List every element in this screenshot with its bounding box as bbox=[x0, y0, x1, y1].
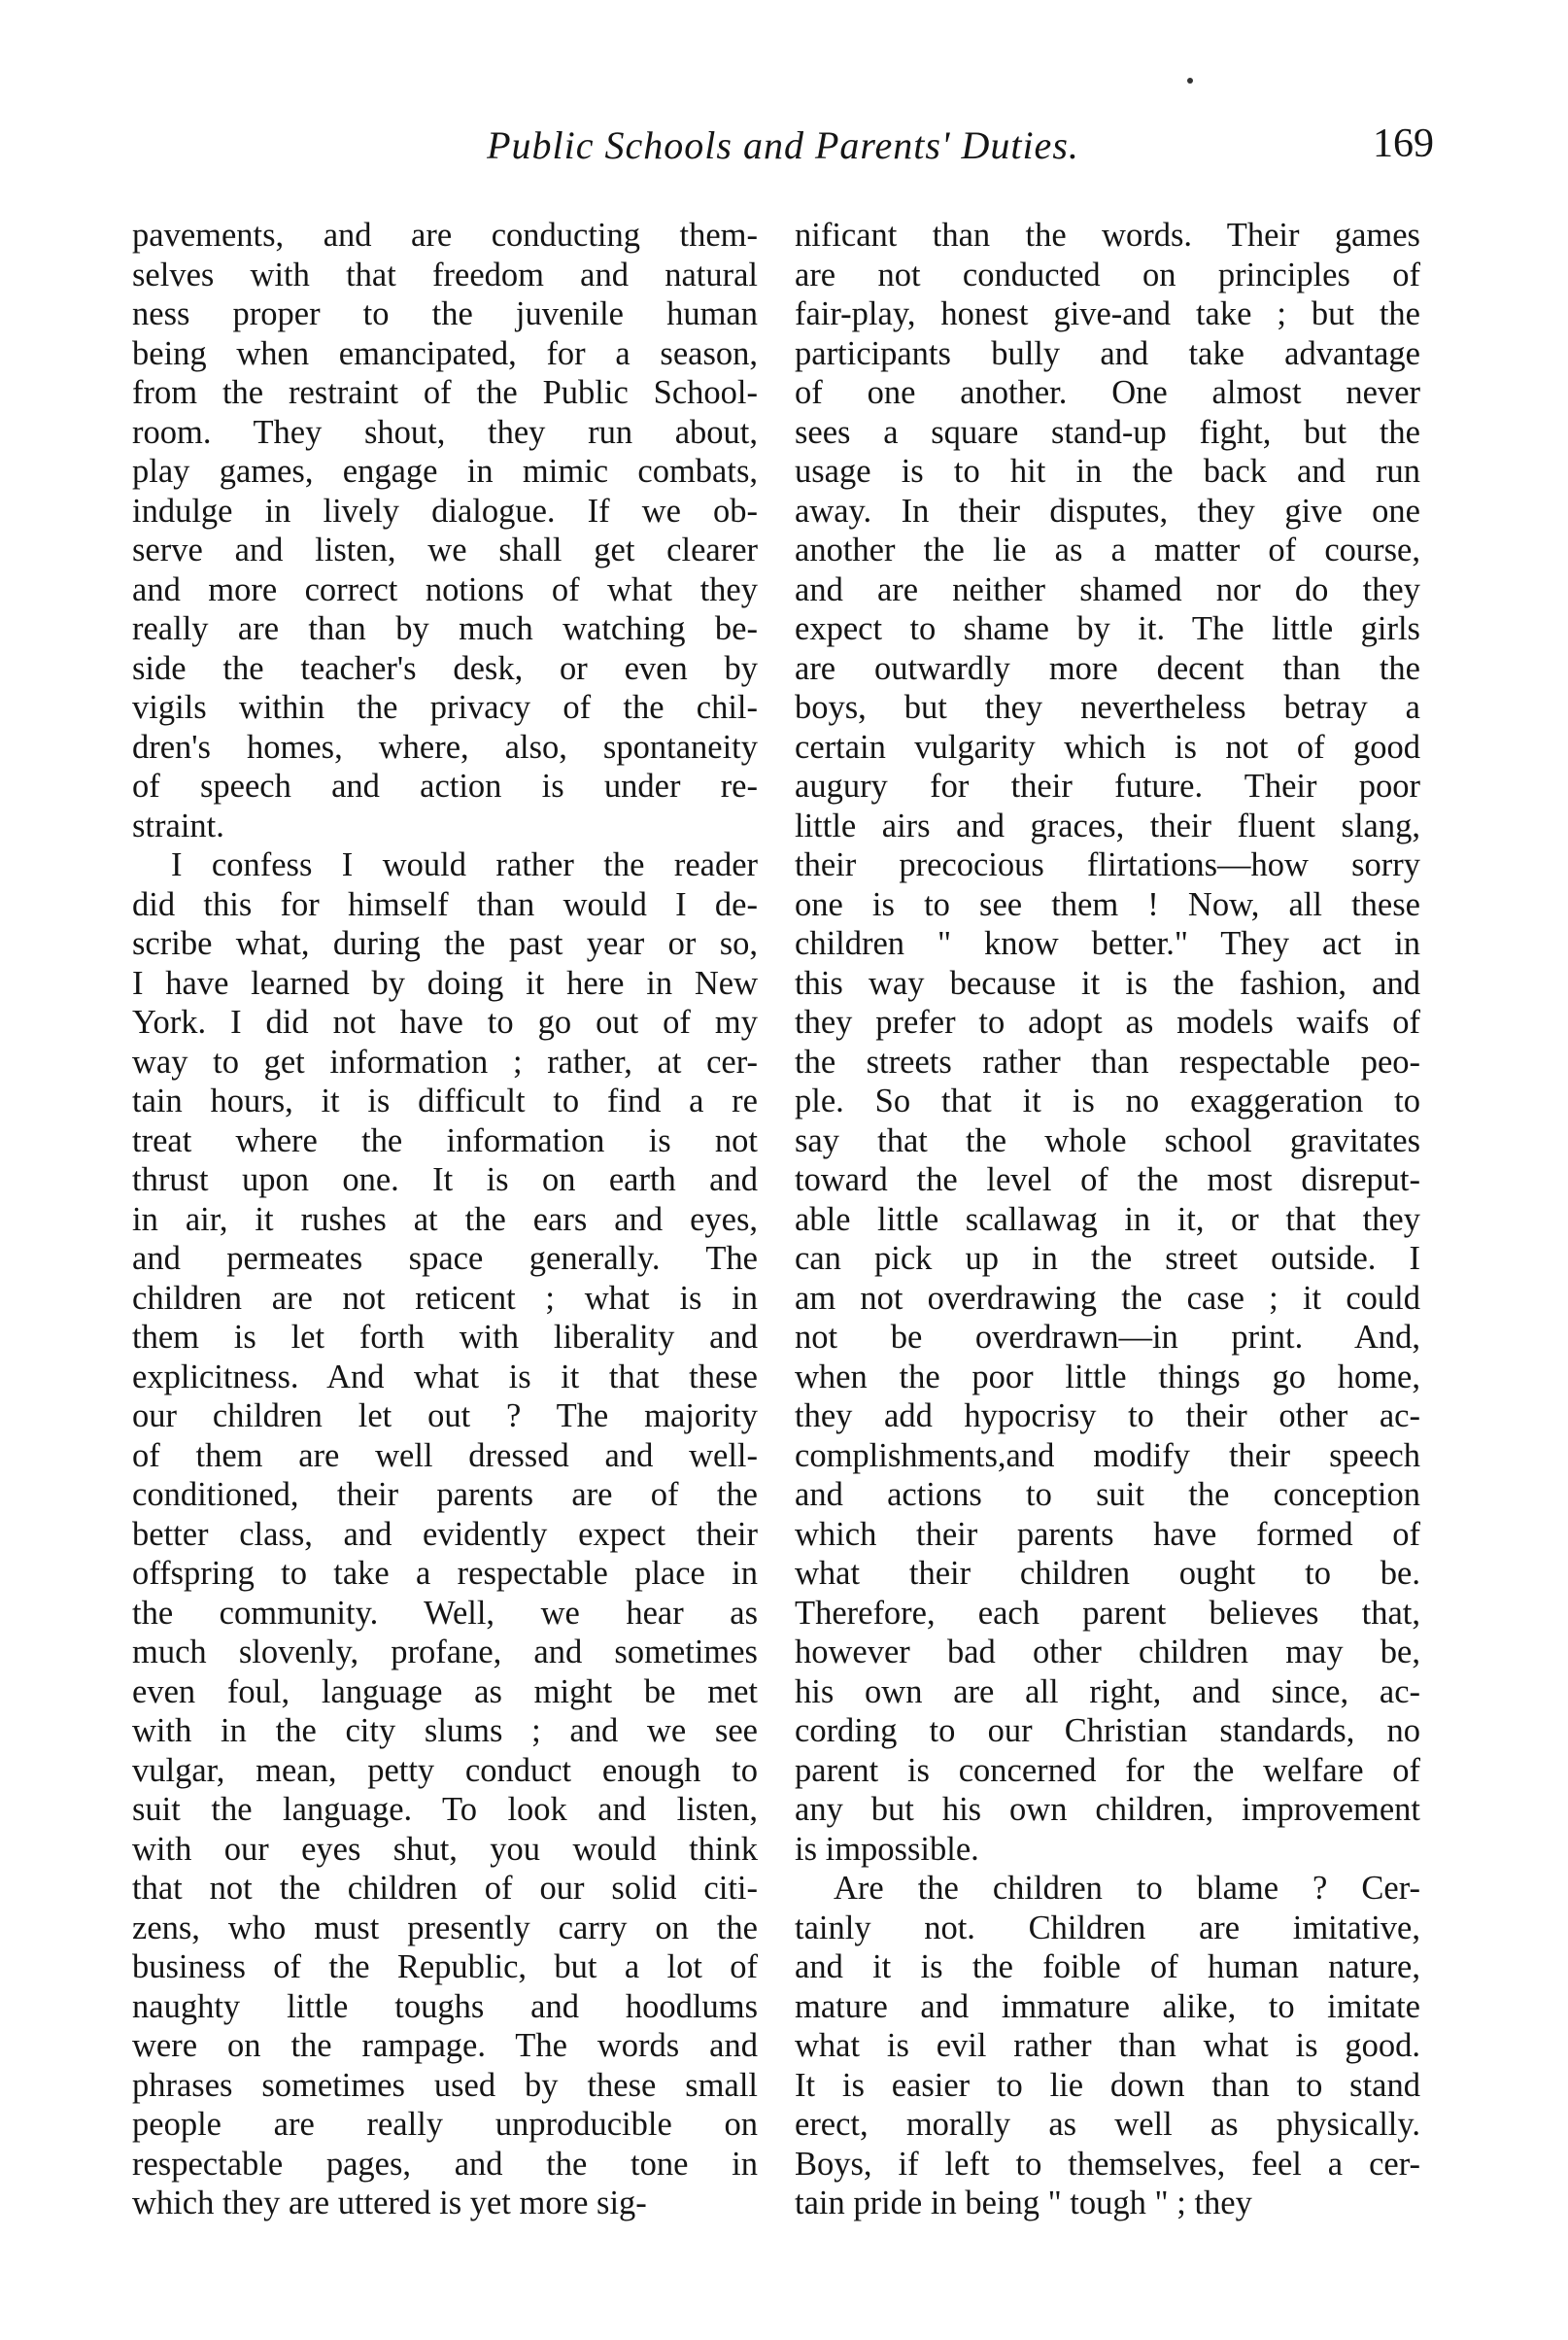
right-text-column bbox=[795, 216, 1420, 2223]
text-line: boys, but they nevertheless betray a bbox=[795, 689, 1420, 726]
text-line: respectable pages, and the tone in bbox=[132, 2145, 758, 2183]
text-line: room. They shout, they run about, bbox=[132, 413, 758, 451]
text-line: side the teacher's desk, or even by bbox=[132, 649, 758, 687]
text-line: York. I did not have to go out of my bbox=[132, 1004, 758, 1041]
text-line: are not conducted on principles of bbox=[795, 256, 1420, 293]
text-line: are outwardly more decent than the bbox=[795, 649, 1420, 687]
text-line: ness proper to the juvenile human bbox=[132, 295, 758, 332]
text-line: am not overdrawing the case ; it could bbox=[795, 1279, 1420, 1317]
text-line: expect to shame by it. The little girls bbox=[795, 610, 1420, 647]
text-line: our children let out ? The majority bbox=[132, 1397, 758, 1434]
text-line: straint. bbox=[132, 807, 224, 844]
text-line: what their children ought to be. bbox=[795, 1555, 1420, 1592]
text-line: I have learned by doing it here in New bbox=[132, 964, 758, 1002]
text-line: from the restraint of the Public School- bbox=[132, 374, 758, 411]
text-line: which they are uttered is yet more sig- bbox=[132, 2185, 647, 2221]
text-line: really are than by much watching be- bbox=[132, 610, 758, 647]
text-line: being when emancipated, for a season, bbox=[132, 334, 758, 372]
text-line: selves with that freedom and natural bbox=[132, 256, 758, 293]
text-line: of them are well dressed and well- bbox=[132, 1436, 758, 1474]
text-line: way to get information ; rather, at cer- bbox=[132, 1043, 758, 1081]
text-line: and it is the foible of human nature, bbox=[795, 1948, 1420, 1985]
text-line: this way because it is the fashion, and bbox=[795, 964, 1420, 1002]
text-line: certain vulgarity which is not of good bbox=[795, 728, 1420, 766]
text-line: serve and listen, we shall get clearer bbox=[132, 532, 758, 568]
text-line: much slovenly, profane, and sometimes bbox=[132, 1634, 758, 1670]
text-line: I confess I would rather the reader bbox=[171, 846, 758, 883]
text-line: with in the city slums ; and we see bbox=[132, 1712, 758, 1749]
running-head bbox=[132, 115, 1434, 173]
running-title: Public Schools and Parents' Duties. bbox=[487, 123, 1079, 167]
text-line: them is let forth with liberality and bbox=[132, 1319, 758, 1356]
text-line: however bad other children may be, bbox=[795, 1634, 1420, 1670]
text-line: and permeates space generally. The bbox=[132, 1240, 758, 1277]
text-line: their precocious flirtations—how sorry bbox=[795, 846, 1420, 883]
text-line: explicitness. And what is it that these bbox=[132, 1358, 758, 1395]
text-line: complishments,and modify their speech bbox=[795, 1436, 1420, 1474]
text-line: thrust upon one. It is on earth and bbox=[132, 1161, 758, 1198]
text-line: any but his own children, improvement bbox=[795, 1791, 1420, 1828]
text-line: tain hours, it is difficult to find a re bbox=[132, 1083, 758, 1119]
text-line: usage is to hit in the back and run bbox=[795, 453, 1420, 490]
text-line: his own are all right, and since, ac- bbox=[795, 1672, 1420, 1710]
text-line: with our eyes shut, you would think bbox=[132, 1830, 758, 1868]
text-line: Are the children to blame ? Cer- bbox=[834, 1870, 1420, 1907]
text-line: able little scallawag in it, or that they bbox=[795, 1200, 1420, 1238]
text-line: naughty little toughs and hoodlums bbox=[132, 1987, 758, 2025]
text-line: tainly not. Children are imitative, bbox=[795, 1909, 1420, 1946]
text-line: say that the whole school gravitates bbox=[795, 1121, 1420, 1159]
text-line: in air, it rushes at the ears and eyes, bbox=[132, 1200, 758, 1238]
text-line: Therefore, each parent believes that, bbox=[795, 1594, 1420, 1632]
text-line: treat where the information is not bbox=[132, 1121, 758, 1159]
page-number: 169 bbox=[1373, 121, 1434, 166]
text-line: were on the rampage. The words and bbox=[132, 2027, 758, 2064]
text-line: little airs and graces, their fluent slang, bbox=[795, 807, 1420, 844]
text-line: cording to our Christian standards, no bbox=[795, 1712, 1420, 1749]
text-line: the streets rather than respectable peo- bbox=[795, 1043, 1420, 1081]
left-text-column bbox=[132, 216, 758, 2223]
text-line: what is evil rather than what is good. bbox=[795, 2027, 1420, 2064]
text-line: is impossible. bbox=[795, 1830, 979, 1868]
text-line: augury for their future. Their poor bbox=[795, 768, 1420, 805]
text-line: business of the Republic, but a lot of bbox=[132, 1948, 758, 1985]
print-speck bbox=[1187, 78, 1193, 84]
text-line: one is to see them ! Now, all these bbox=[795, 885, 1420, 923]
text-line: indulge in lively dialogue. If we ob- bbox=[132, 492, 758, 530]
text-line: sees a square stand-up fight, but the bbox=[795, 413, 1420, 451]
text-line: can pick up in the street outside. I bbox=[795, 1240, 1420, 1277]
text-line: they add hypocrisy to their other ac- bbox=[795, 1397, 1420, 1434]
text-line: zens, who must presently carry on the bbox=[132, 1909, 758, 1946]
text-line: toward the level of the most disreput- bbox=[795, 1161, 1420, 1198]
text-line: and more correct notions of what they bbox=[132, 570, 758, 608]
text-line: mature and immature alike, to imitate bbox=[795, 1987, 1420, 2025]
text-line: suit the language. To look and listen, bbox=[132, 1791, 758, 1828]
text-line: the community. Well, we hear as bbox=[132, 1594, 758, 1632]
text-line: vulgar, mean, petty conduct enough to bbox=[132, 1751, 758, 1789]
text-line: of speech and action is under re- bbox=[132, 768, 758, 805]
text-line: which their parents have formed of bbox=[795, 1515, 1420, 1553]
text-line: vigils within the privacy of the chil- bbox=[132, 689, 758, 726]
text-line: play games, engage in mimic combats, bbox=[132, 453, 758, 490]
text-line: pavements, and are conducting them- bbox=[132, 217, 758, 254]
text-line: they prefer to adopt as models waifs of bbox=[795, 1004, 1420, 1041]
text-line: and actions to suit the conception bbox=[795, 1476, 1420, 1513]
text-line: scribe what, during the past year or so, bbox=[132, 925, 758, 962]
text-line: It is easier to lie down than to stand bbox=[795, 2066, 1420, 2104]
text-line: offspring to take a respectable place in bbox=[132, 1555, 758, 1592]
text-line: even foul, language as might be met bbox=[132, 1672, 758, 1710]
text-line: people are really unproducible on bbox=[132, 2106, 758, 2143]
text-line: fair-play, honest give-and take ; but the bbox=[795, 295, 1420, 332]
text-line: tain pride in being " tough " ; they bbox=[795, 2185, 1252, 2221]
text-line: nificant than the words. Their games bbox=[795, 217, 1420, 254]
text-line: participants bully and take advantage bbox=[795, 334, 1420, 372]
text-line: parent is concerned for the welfare of bbox=[795, 1751, 1420, 1789]
text-line: and are neither shamed nor do they bbox=[795, 570, 1420, 608]
text-line: of one another. One almost never bbox=[795, 374, 1420, 411]
text-line: did this for himself than would I de- bbox=[132, 885, 758, 923]
text-line: not be overdrawn—in print. And, bbox=[795, 1319, 1420, 1356]
text-line: children " know better." They act in bbox=[795, 925, 1420, 962]
text-line: another the lie as a matter of course, bbox=[795, 532, 1420, 568]
text-line: better class, and evidently expect their bbox=[132, 1515, 758, 1553]
text-line: conditioned, their parents are of the bbox=[132, 1476, 758, 1513]
text-line: phrases sometimes used by these small bbox=[132, 2066, 758, 2104]
text-line: erect, morally as well as physically. bbox=[795, 2106, 1420, 2143]
text-line: children are not reticent ; what is in bbox=[132, 1279, 758, 1317]
text-line: away. In their disputes, they give one bbox=[795, 492, 1420, 530]
text-line: ple. So that it is no exaggeration to bbox=[795, 1083, 1420, 1119]
text-line: that not the children of our solid citi- bbox=[132, 1870, 758, 1907]
text-line: dren's homes, where, also, spontaneity bbox=[132, 728, 758, 766]
text-line: when the poor little things go home, bbox=[795, 1358, 1420, 1395]
text-line: Boys, if left to themselves, feel a cer- bbox=[795, 2145, 1420, 2183]
